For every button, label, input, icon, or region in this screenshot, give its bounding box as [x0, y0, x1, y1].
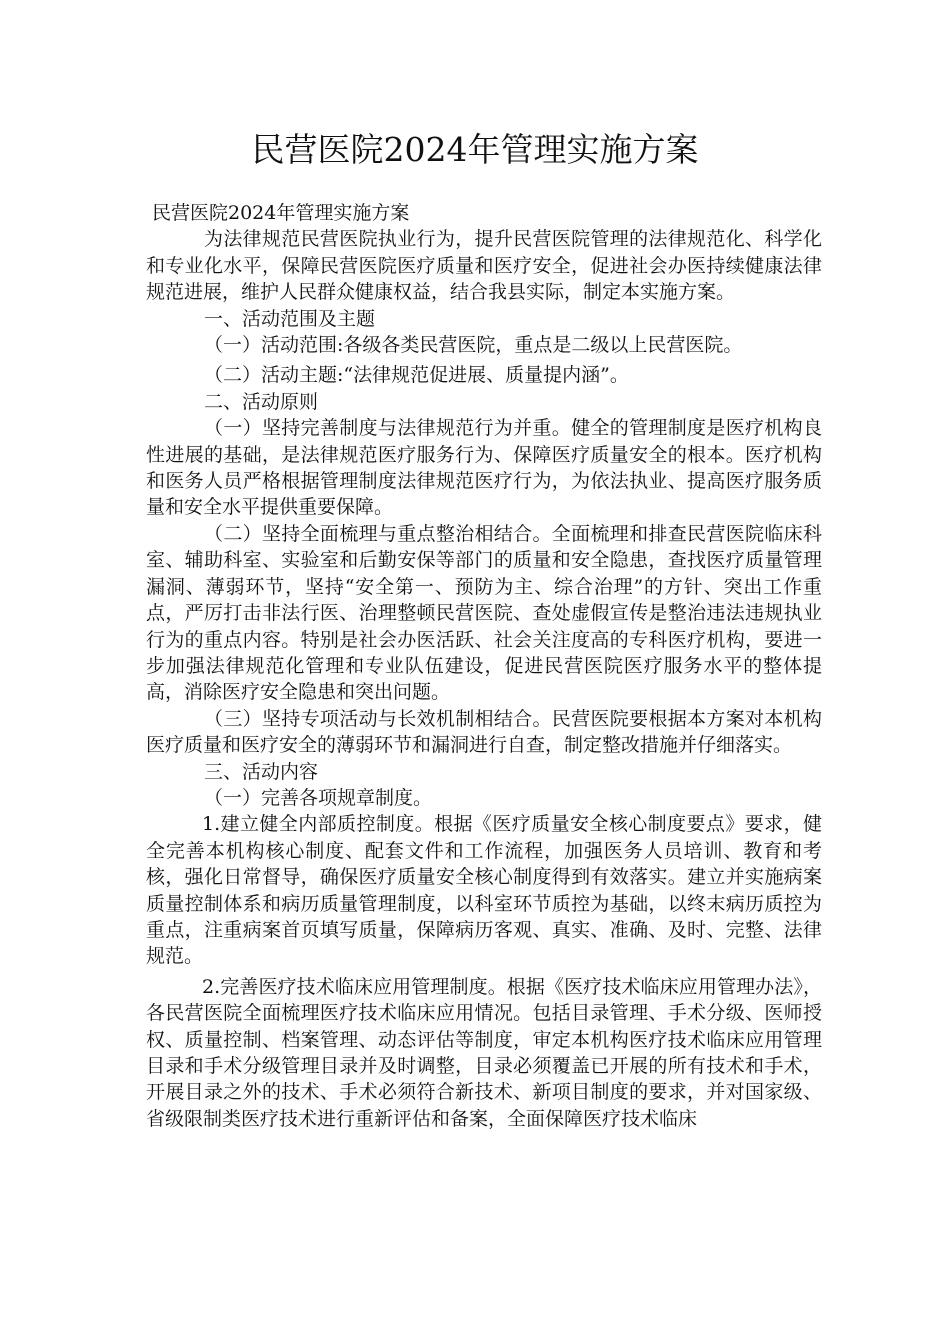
section-2-item-2: （二）坚持全面梳理与重点整治相结合。全面梳理和排查民营医院临床科室、辅助科室、实验室和后勤安保等部门的质量和安全隐患，查找医疗质量管理漏洞、薄弱环节，坚持“安全第一、预防为主、综合治理”的方针、突出工作重点，严厉打击非法行医、治理整顿民营医院、查处虚假宣传是整治违法违规执业行为的重点内容。特别是社会办医活跃、社会关注度高的专科医疗机构，要进一步加强法律规范化管理和专业队伍建设，促进民营医院医疗服务水平的整体提高，消除医疗安全隐患和突出问题。 [146, 522, 822, 704]
section-heading-2: 二、活动原则 [204, 390, 319, 413]
section-2-item-1: （一）坚持完善制度与法律规范行为并重。健全的管理制度是医疗机构良性进展的基础，是法律规范医疗服务行为、保障医疗质量安全的根本。医疗机构和医务人员严格根据管理制度法律规范医疗行为，为依法执业、提高医疗服务质量和安全水平提供重要保障。 [146, 417, 822, 519]
section-3-subheading-1: （一）完善各项规章制度。 [204, 786, 433, 809]
intro-paragraph: 为法律规范民营医院执业行为，提升民营医院管理的法律规范化、科学化和专业化水平，保障民营医院医疗质量和医疗安全，促进社会办医持续健康法律规范进展，维护人民群众健康权益，结合我县实际，制定本实施方案。 [146, 228, 822, 304]
section-heading-1: 一、活动范围及主题 [204, 307, 376, 330]
document-subtitle: 民营医院2024年管理实施方案 [152, 202, 410, 224]
section-3-item-2: 2.完善医疗技术临床应用管理制度。根据《医疗技术临床应用管理办法》，各民营医院全面梳理医疗技术临床应用情况。包括目录管理、手术分级、医师授权、质量控制、档案管理、动态评估等制度，审定本机构医疗技术临床应用管理目录和手术分级管理目录并及时调整，目录必须覆盖已开展的所有技术和手术，开展目录之外的技术、手术必须符合新技术、新项目制度的要求，并对国家级、省级限制类医疗技术进行重新评估和备案，全面保障医疗技术临床 [146, 975, 822, 1130]
section-1-item-1: （一）活动范围:各级各类民营医院，重点是二级以上民营医院。 [204, 334, 743, 357]
section-2-item-3: （三）坚持专项活动与长效机制相结合。民营医院要根据本方案对本机构医疗质量和医疗安全的薄弱环节和漏洞进行自查，制定整改措施并仔细落实。 [146, 707, 822, 757]
section-heading-3: 三、活动内容 [204, 760, 319, 783]
document-body [146, 200, 822, 1132]
section-1-item-2: （二）活动主题:“法律规范促进展、质量提内涵”。 [204, 364, 629, 387]
section-3-item-1: 1.建立健全内部质控制度。根据《医疗质量安全核心制度要点》要求，健全完善本机构核心制度、配套文件和工作流程，加强医务人员培训、教育和考核，强化日常督导，确保医疗质量安全核心制度得到有效落实。建立并实施病案质量控制体系和病历质量管理制度，以科室环节质控为基础，以终末病历质控为重点，注重病案首页填写质量，保障病历客观、真实、准确、及时、完整、法律规范。 [146, 813, 822, 968]
document-title: 民营医院2024年管理实施方案 [251, 130, 699, 169]
